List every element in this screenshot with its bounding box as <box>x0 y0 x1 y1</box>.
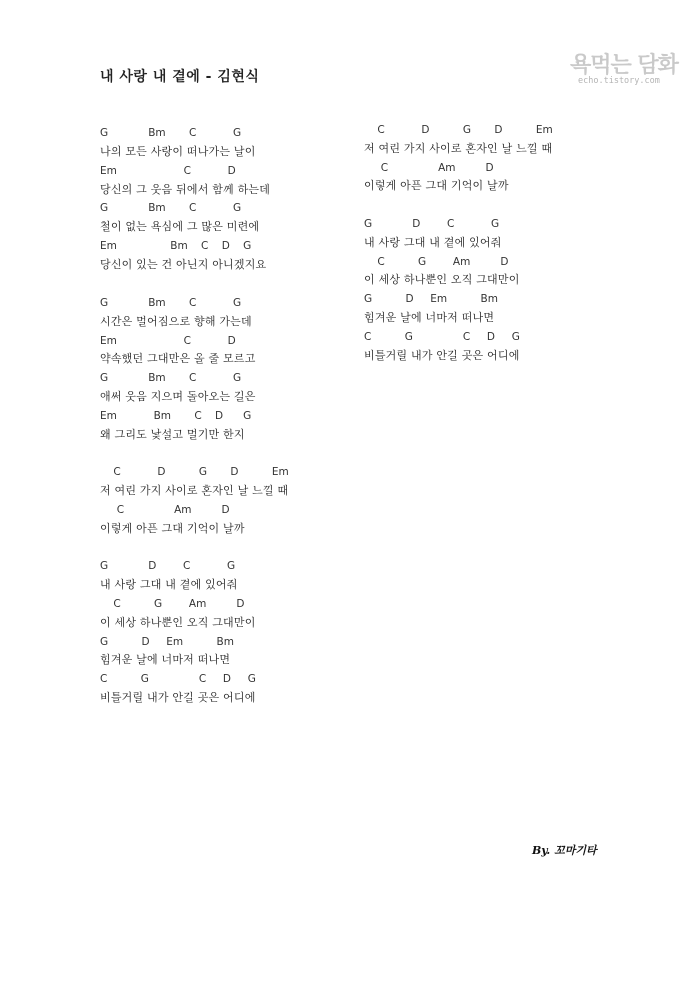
lyric-line: 저 여린 가지 사이로 혼자인 날 느낄 때 <box>100 484 289 497</box>
lyric-line: 약속했던 그대만은 올 줄 모르고 <box>100 352 256 365</box>
lyric-line: 시간은 멀어짐으로 향해 가는데 <box>100 315 252 328</box>
chord-line: C G Am D <box>100 598 245 610</box>
chord-line: Em Bm C D G <box>100 410 252 422</box>
signature: By. 꼬마기타 <box>532 844 597 857</box>
lyric-line: 비틀거릴 내가 안길 곳은 어디에 <box>100 691 256 704</box>
song-title: 내 사랑 내 곁에 - 김현식 <box>100 69 260 85</box>
chord-line: G Bm C G <box>100 202 242 214</box>
chord-line: G Bm C G <box>100 372 242 384</box>
chord-line: C D G D Em <box>364 124 553 136</box>
lyric-line: 이 세상 하나뿐인 오직 그대만이 <box>100 616 256 629</box>
watermark-url: echo.tistory.com <box>578 76 660 86</box>
chord-line: G D C G <box>364 218 500 230</box>
chord-line: G Bm C G <box>100 127 242 139</box>
chord-line: Em C D <box>100 165 236 177</box>
lyric-line: 애써 웃음 지으며 돌아오는 길은 <box>100 390 256 403</box>
chord-line: C G C D G <box>100 673 256 685</box>
chord-line: Em Bm C D G <box>100 240 252 252</box>
watermark-logo <box>570 48 678 94</box>
lyric-line: 이 세상 하나뿐인 오직 그대만이 <box>364 273 520 286</box>
lyric-line: 나의 모든 사랑이 떠나가는 날이 <box>100 145 256 158</box>
chord-line: C G C D G <box>364 331 520 343</box>
chord-line: C D G D Em <box>100 466 289 478</box>
lyric-line: 힘겨운 날에 너마저 떠나면 <box>364 311 495 324</box>
lyric-line: 이렇게 아픈 그대 기억이 날까 <box>364 179 509 192</box>
chord-line: C Am D <box>100 504 230 516</box>
lyric-line: 내 사랑 그대 내 곁에 있어줘 <box>100 578 238 591</box>
lyric-line: 저 여린 가지 사이로 혼자인 날 느낄 때 <box>364 142 553 155</box>
chord-line: G D Em Bm <box>364 293 498 305</box>
lyric-line: 이렇게 아픈 그대 기억이 날까 <box>100 522 245 535</box>
lyric-line: 철이 없는 욕심에 그 많은 미련에 <box>100 220 260 233</box>
watermark-text: 욕먹는 담화 <box>570 53 678 78</box>
chord-line: Em C D <box>100 335 236 347</box>
chord-line: C G Am D <box>364 256 509 268</box>
chord-line: G Bm C G <box>100 297 242 309</box>
lyric-line: 당신이 있는 건 아닌지 아니겠지요 <box>100 258 267 271</box>
lyric-line: 힘겨운 날에 너마저 떠나면 <box>100 653 231 666</box>
lyric-line: 비틀거릴 내가 안길 곳은 어디에 <box>364 349 520 362</box>
lyric-line: 내 사랑 그대 내 곁에 있어줘 <box>364 236 502 249</box>
chord-line: G D Em Bm <box>100 636 234 648</box>
chord-line: C Am D <box>364 162 494 174</box>
lyric-line: 왜 그리도 낯설고 멀기만 한지 <box>100 428 245 441</box>
chord-line: G D C G <box>100 560 236 572</box>
lyric-line: 당신의 그 웃음 뒤에서 함께 하는데 <box>100 183 271 196</box>
